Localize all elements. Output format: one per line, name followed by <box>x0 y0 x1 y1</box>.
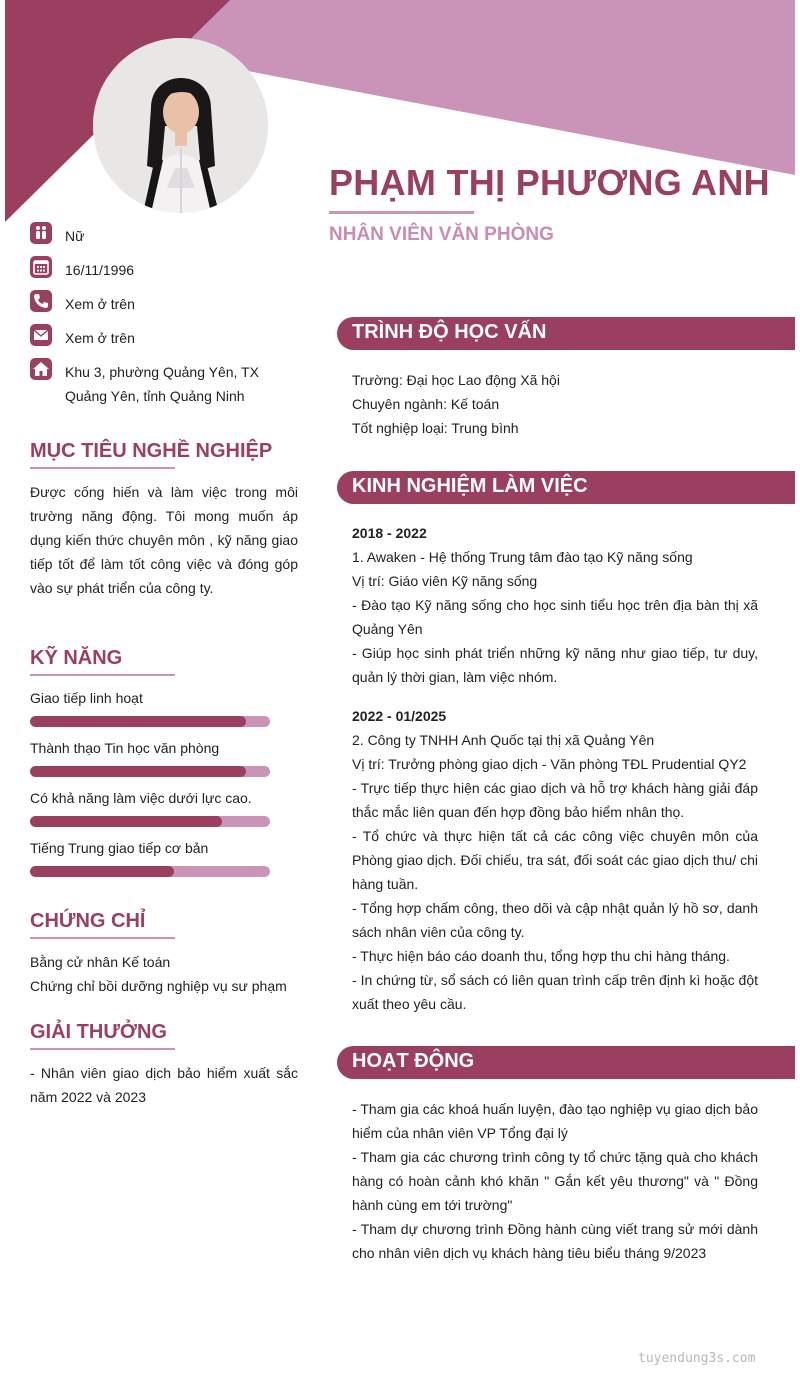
cv-page <box>5 0 795 1381</box>
skills-title: KỸ NĂNG <box>30 647 123 669</box>
education-line: Tốt nghiệp loại: Trung bình <box>352 420 519 436</box>
name-underline <box>329 211 474 214</box>
experience-job-1 <box>352 521 758 689</box>
job-duty: - Tổ chức và thực hiện tất cả các công việc chuyên môn của Phòng giao dịch. Đối chiếu, tra sát, đối soát các giao dịch thu/ chi hàng tuần. <box>352 828 758 892</box>
activities-title: HOẠT ĐỘNG <box>352 1050 475 1072</box>
contact-text: 16/11/1996 <box>65 262 135 278</box>
candidate-name: PHẠM THỊ PHƯƠNG ANH <box>329 162 770 203</box>
activity-item: - Tham gia các chương trình công ty tổ chức tặng quà cho khách hàng có hoàn cảnh khó khăn " Gắn kết yêu thương" và " Đồng hành cùng em tới trường" <box>352 1149 758 1213</box>
objective-text: Được cống hiến và làm việc trong môi trường năng động. Tôi mong muốn áp dụng kiến thức chuyên môn , kỹ năng giao tiếp tốt để làm tốt công việc và đóng góp vào sự phát triển của công ty. <box>30 484 298 596</box>
skill-label: Tiếng Trung giao tiếp cơ bản <box>30 840 209 856</box>
certificates-underline <box>30 937 175 939</box>
job-duty: - Trực tiếp thực hiện các giao dịch và hỗ trợ khách hàng giải đáp thắc mắc liên quan đến hợp đồng bảo hiểm nhân thọ. <box>352 780 758 820</box>
awards-underline <box>30 1048 175 1050</box>
skill-label: Giao tiếp linh hoạt <box>30 690 143 706</box>
education-line: Chuyên ngành: Kế toán <box>352 396 500 412</box>
skill-bar <box>30 766 270 777</box>
skill-bar <box>30 816 270 827</box>
skill-bar <box>30 866 270 877</box>
job-company: 2. Công ty TNHH Anh Quốc tại thị xã Quảng Yên <box>352 732 655 748</box>
skill-bar <box>30 716 270 727</box>
skill-label: Thành thạo Tin học văn phòng <box>30 740 220 756</box>
objective-title: MỤC TIÊU NGHỀ NGHIỆP <box>30 440 273 462</box>
experience-title: KINH NGHIỆM LÀM VIỆC <box>352 475 588 497</box>
job-period: 2018 - 2022 <box>352 525 427 541</box>
job-company: 1. Awaken - Hệ thống Trung tâm đào tạo Kỹ năng sống <box>352 549 693 565</box>
gender-icon <box>30 222 52 244</box>
certificate-item: Bằng cử nhân Kế toán <box>30 954 171 970</box>
job-duty: - In chứng từ, sổ sách có liên quan trình cấp trên định kì hoặc đột xuất theo yêu cầu. <box>352 972 758 1012</box>
phone-icon <box>30 290 52 312</box>
activities-list <box>352 1097 758 1265</box>
skill-label: Có khả năng làm việc dưới lực cao. <box>30 790 252 806</box>
awards-title: GIẢI THƯỞNG <box>30 1021 167 1043</box>
activities-header <box>337 1046 795 1079</box>
watermark-text: tuyendung3s.com <box>638 1351 756 1366</box>
certificate-item: Chứng chỉ bồi dưỡng nghiệp vụ sư phạm <box>30 978 287 994</box>
skills-underline <box>30 674 175 676</box>
awards-text: - Nhân viên giao dịch bảo hiểm xuất sắc năm 2022 và 2023 <box>30 1065 298 1105</box>
job-position: Vị trí: Trưởng phòng giao dịch - Văn phòng TĐL Prudential QY2 <box>352 756 747 772</box>
experience-header <box>337 471 795 504</box>
education-line: Trường: Đại học Lao động Xã hội <box>352 372 560 388</box>
education-header <box>337 317 795 350</box>
certificates-list <box>30 950 298 998</box>
education-title: TRÌNH ĐỘ HỌC VẤN <box>352 321 547 343</box>
job-duty: - Tổng hợp chấm công, theo dõi và cập nhật quản lý hồ sơ, danh sách nhân viên của công ty. <box>352 900 758 940</box>
job-duty: - Đào tạo Kỹ năng sống cho học sinh tiểu học trên địa bàn thị xã Quảng Yên <box>352 597 758 637</box>
activity-item: - Tham gia các khoá huấn luyện, đào tạo nghiệp vụ giao dịch bảo hiểm của nhân viên VP Tổng đại lý <box>352 1101 758 1141</box>
calendar-icon <box>30 256 52 278</box>
contact-text: Nữ <box>65 228 85 244</box>
job-title: NHÂN VIÊN VĂN PHÒNG <box>329 224 554 245</box>
job-duty: - Thực hiện báo cáo doanh thu, tổng hợp thu chi hàng tháng. <box>352 948 730 964</box>
experience-job-2 <box>352 704 758 1016</box>
home-icon <box>30 358 52 380</box>
contact-text: Xem ở trên <box>65 330 135 346</box>
job-period: 2022 - 01/2025 <box>352 708 447 724</box>
education-details <box>352 368 758 440</box>
certificates-title: CHỨNG CHỈ <box>30 910 146 932</box>
job-duty: - Giúp học sinh phát triển những kỹ năng như giao tiếp, tư duy, quản lý thời gian, làm việc nhóm. <box>352 645 758 685</box>
job-position: Vị trí: Giáo viên Kỹ năng sống <box>352 573 538 589</box>
contact-text: Xem ở trên <box>65 296 135 312</box>
contact-text: Khu 3, phường Quảng Yên, TX Quảng Yên, tỉnh Quảng Ninh <box>65 364 259 404</box>
avatar <box>93 38 268 213</box>
mail-icon <box>30 324 52 346</box>
objective-underline <box>30 467 175 469</box>
activity-item: - Tham dự chương trình Đồng hành cùng viết trang sử mới dành cho nhân viên dịch vụ khách hàng tiêu biểu tháng 9/2023 <box>352 1221 758 1261</box>
